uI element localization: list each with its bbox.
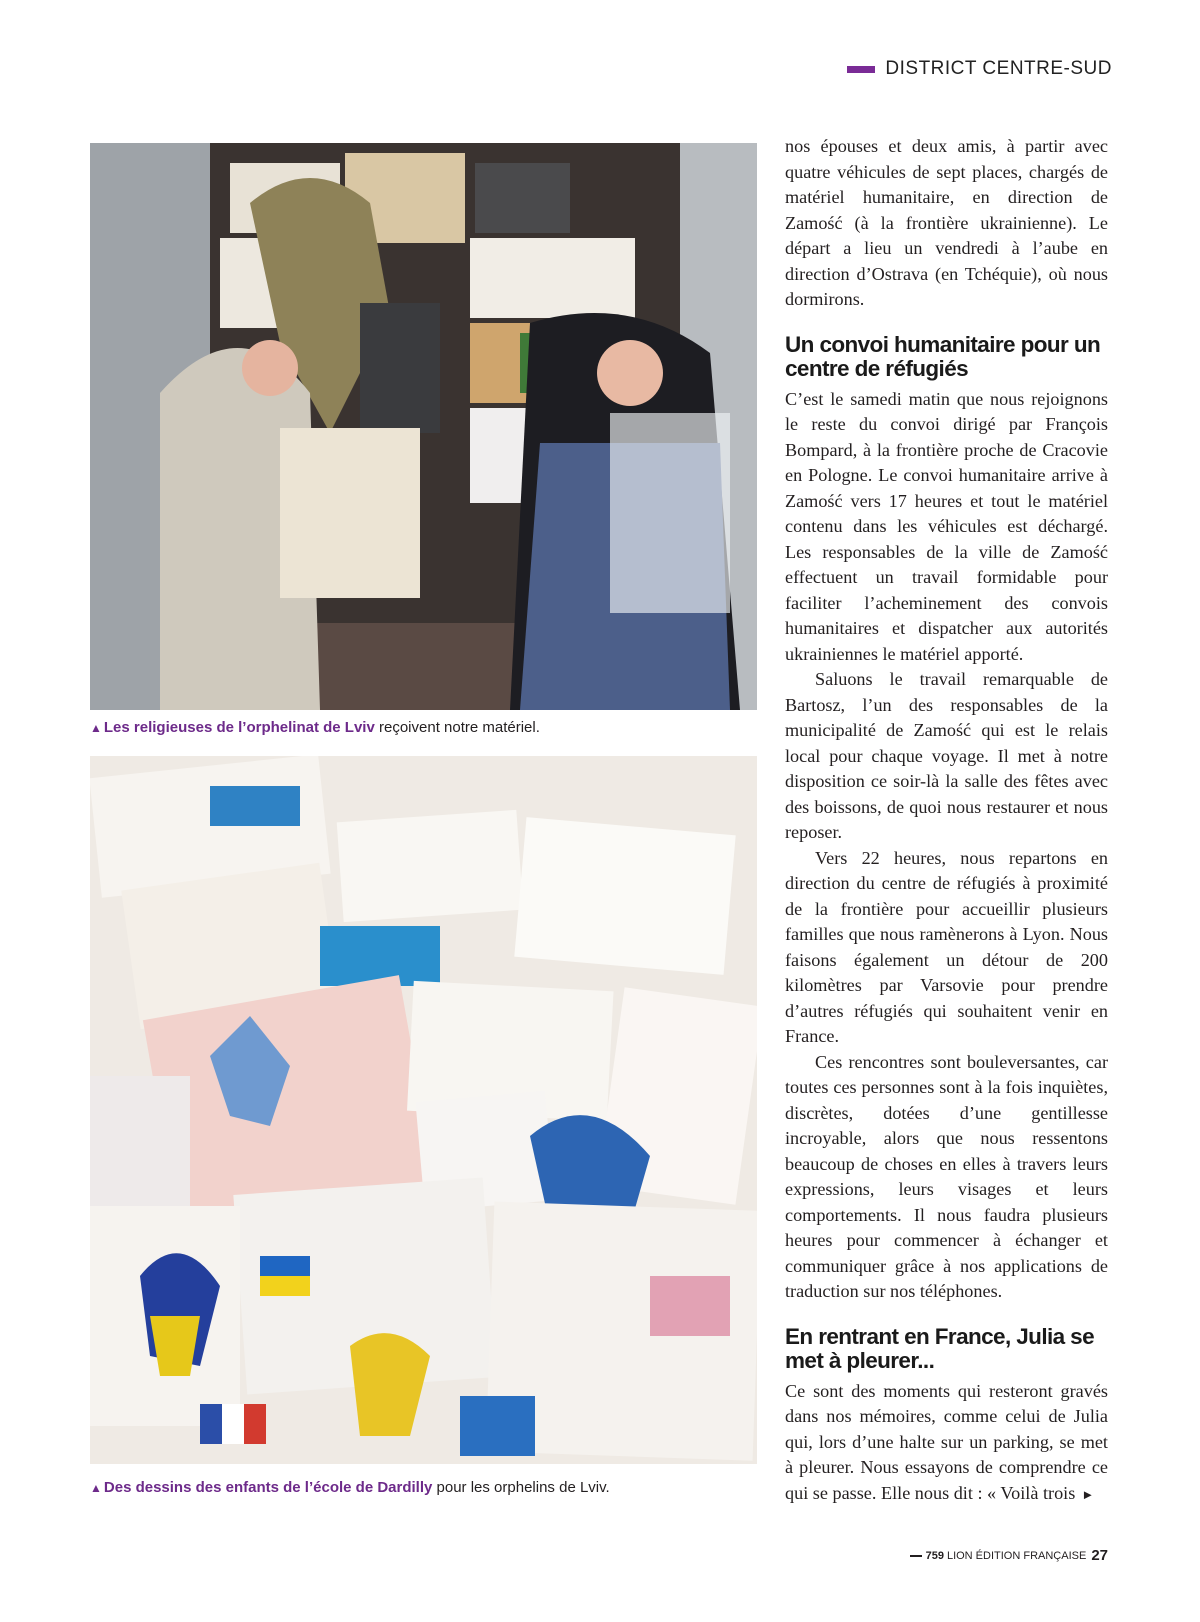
article-paragraph: nos épouses et deux amis, à partir avec quatre véhicules de sept places, chargés de matériel humanitaire, en direction de Zamość (à la frontière ukrainienne). Le départ a lieu un vendredi à l’aube en direction d’Ostrava (en Tchéquie), où nous dormirons. — [785, 136, 1108, 309]
article-paragraph: Ces rencontres sont bouleversantes, car toutes ces personnes sont à la fois inquiètes, discrètes, dotées d’une gentillesse incroyable, alors que nous ressentons beaucoup de choses en elles à travers leurs expressions, leurs visages et leurs comportements. Il nous faudra plusieurs heures pour commencer à échanger et communiquer grâce à nos applications de traduction sur nos téléphones. — [785, 1051, 1108, 1301]
article-column — [785, 134, 1108, 1507]
section-title: DISTRICT CENTRE-SUD — [885, 58, 1112, 79]
photo-caption-2: ▲ Des dessins des enfants de l’école de Dardilly pour les orphelins de Lviv. — [90, 1479, 610, 1496]
photo-caption-1: ▲ Les religieuses de l’orphelinat de Lviv reçoivent notre matériel. — [90, 719, 540, 736]
footer-dash — [910, 1555, 922, 1557]
edition-name: LION ÉDITION FRANÇAISE — [946, 1549, 1087, 1562]
article-paragraph: C’est le samedi matin que nous rejoignons le reste du convoi dirigé par François Bompard, à la frontière proche de Cracovie en Pologne. Le convoi humanitaire arrive à Zamość vers 17 heures et tout le matériel contenu dans les véhicules est déchargé. Les responsables de la ville de Zamość effectuent un travail formidable pour faciliter l’acheminement des convois humanitaires et dispatcher aux autorités ukrainiennes le matériel apporté. — [785, 388, 1108, 664]
photo-nuns-unloading — [90, 143, 757, 710]
article-paragraph-last — [785, 1379, 1108, 1508]
section-header — [847, 58, 1112, 80]
photo-children-drawings — [90, 756, 757, 1464]
article-paragraph: Saluons le travail remarquable de Bartosz, l’un des responsables de la municipalité de Zamość qui est le relais local pour chaque voyage. Il met à notre disposition ce soir-là la salle des fêtes avec des boissons, de quoi nous restaurer et nous reposer. — [785, 669, 1108, 842]
article-paragraph: Vers 22 heures, nous repartons en direction du centre de réfugiés à proximité de la frontière pour accueillir plusieurs familles que nous ramènerons à Lyon. Nous faisons également un détour de 200 kilomètres par Varsovie pour prendre d’autres réfugiés qui souhaitent venir en France. — [785, 847, 1108, 1046]
subheading: En rentrant en France, Julia se met à pleurer... — [785, 1323, 1095, 1373]
section-bar — [847, 66, 875, 73]
caption-triangle-icon: ▲ — [90, 1481, 102, 1495]
page-footer — [910, 1547, 1108, 1564]
issue-number: 759 — [925, 1549, 944, 1562]
subheading: Un convoi humanitaire pour un centre de réfugiés — [785, 331, 1101, 381]
article-paragraph-text: Ce sont des moments qui resteront gravés dans nos mémoires, comme celui de Julia qui, lors d’une halte sur un parking, se met à pleurer. Nous essayons de comprendre ce qui se passe. Elle nous dit : « Voilà trois — [785, 1380, 1108, 1503]
page-number: 27 — [1091, 1547, 1108, 1564]
continue-arrow-icon: ► — [1081, 1486, 1095, 1502]
caption-triangle-icon: ▲ — [90, 721, 102, 735]
